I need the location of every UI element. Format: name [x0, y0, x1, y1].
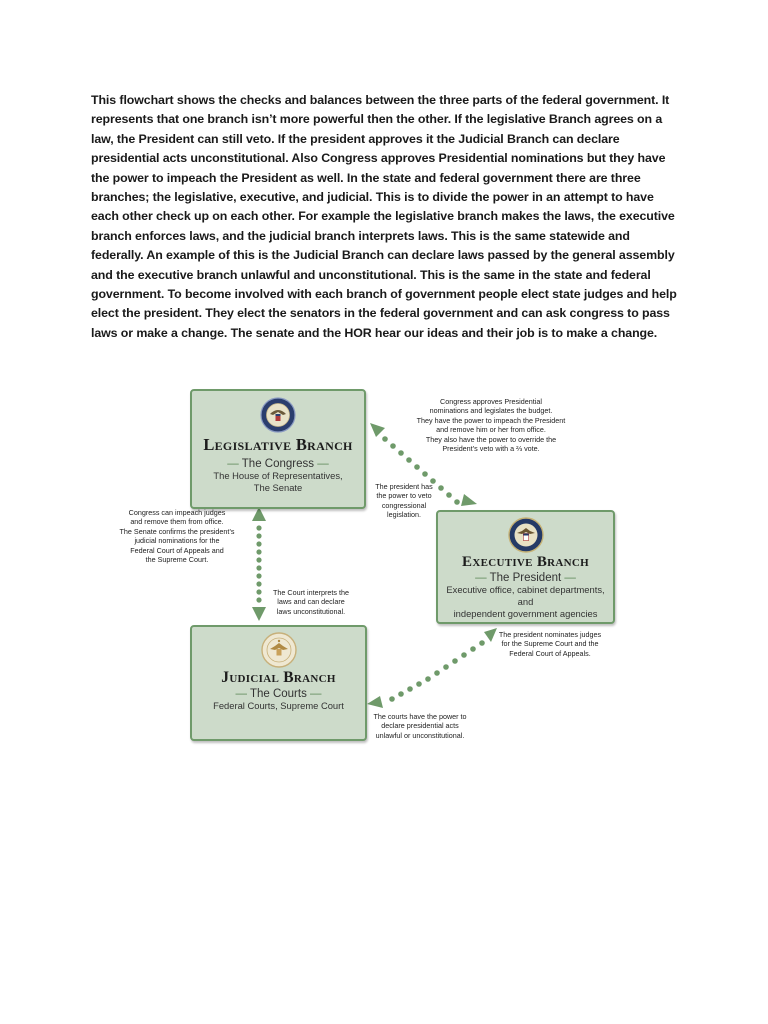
judicial-line: Federal Courts, Supreme Court [213, 700, 344, 711]
note-courts-power: The courts have the power to declare presidential acts unlawful or unconstitutional. [373, 712, 467, 740]
executive-subtitle: — The President — [475, 572, 576, 584]
legislative-line: The Senate [253, 482, 303, 493]
note-court-interprets: The Court interprets the laws and can declare laws unconstitutional. [273, 588, 349, 616]
executive-branch-box [436, 510, 615, 624]
arrowhead-judicial-right [367, 696, 383, 708]
legislative-title: Legislative Branch [203, 435, 353, 454]
note-presidential-veto: The president has the power to veto congressional legislation. [375, 482, 433, 520]
note-congress-powers: Congress approves Presidential nominations and legislates the budget. They have the power to impeach the President and remove him or her from office. They also have the power to override the President’s veto with a ⅔ vote. [416, 397, 566, 454]
judicial-title: Judicial Branch [221, 669, 336, 686]
executive-line: independent government agencies [453, 608, 598, 619]
note-president-nominates: The president nominates judges for the Supreme Court and the Federal Court of Appeals. [498, 630, 602, 658]
arrowhead-judicial-top [252, 607, 266, 621]
legislative-line: The House of Representatives, [213, 470, 343, 481]
presidential-seal-icon [508, 517, 544, 553]
executive-title: Executive Branch [462, 554, 589, 570]
arrowhead-legislative-bottom [252, 507, 266, 521]
note-congress-judges: Congress can impeach judges and remove them from office. The Senate confirms the president’s judicial nominations for the Federal Court of Appeals and the Supreme Court. [119, 508, 235, 565]
arrowhead-legislative [370, 423, 385, 437]
legislative-branch-box [190, 389, 366, 509]
arrowhead-executive [461, 494, 477, 506]
judicial-branch-box [190, 625, 367, 741]
executive-line: Executive office, cabinet departments, and [446, 584, 605, 607]
judicial-subtitle: — The Courts — [235, 688, 322, 700]
body-paragraph: This flowchart shows the checks and balances between the three parts of the federal government. It represents that one branch isn’t more powerful then the other. If the legislative Branch agrees on a law, the President can still veto. If the president approves it the Judicial Branch can declare presidential acts unconstitutional. Also Congress approves Presidential nominations but they have the power to impeach the President as well. In the state and federal government there are three branches; the legislative, executive, and judicial. This is to divide the power in an attempt to have each other check up on each other. For example the legislative branch makes the laws, the executive branch enforces laws, and the judicial branch interprets laws. This is the same statewide and federally. An example of this is the Judicial Branch can declare laws passed by the general assembly and the executive branch unlawful and unconstitutional. This is the same in the state and federal government. To become involved with each branch of government people elect state judges and help elect the president. They elect the senators in the federal government and can ask congress to pass laws or make a change. The senate and the HOR hear our ideas and their job is to make a change. [91, 93, 677, 340]
congress-seal-icon [260, 397, 296, 433]
supreme-court-seal-icon [261, 632, 297, 668]
legislative-subtitle: — The Congress — [227, 458, 329, 470]
